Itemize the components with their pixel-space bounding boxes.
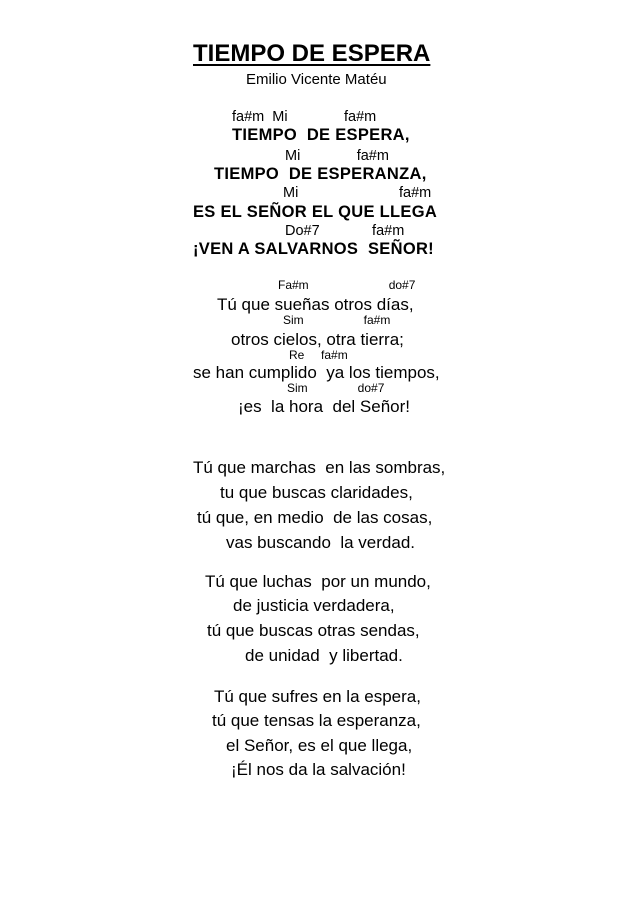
song-title: TIEMPO DE ESPERA	[193, 40, 431, 67]
verse-1-line-3: se han cumplido ya los tiempos,	[193, 363, 440, 382]
chorus-line-3: ES EL SEÑOR EL QUE LLEGA	[193, 203, 438, 221]
verse-2-line-3: tú que, en medio de las cosas,	[197, 508, 433, 527]
verse-3-line-3: tú que buscas otras sendas,	[207, 621, 420, 640]
chorus-chords-1: fa#m Mi fa#m	[232, 109, 377, 125]
chorus-line-2: TIEMPO DE ESPERANZA,	[214, 165, 427, 183]
chorus-chords-3: Mi fa#m	[283, 185, 432, 201]
verse-1-chords-3: Re fa#m	[289, 348, 348, 362]
verse-1-chords-2: Sim fa#m	[283, 313, 391, 327]
verse-2-line-2: tu que buscas claridades,	[220, 483, 413, 502]
verse-2-line-1: Tú que marchas en las sombras,	[193, 458, 446, 477]
verse-4-line-1: Tú que sufres en la espera,	[214, 687, 421, 706]
chorus-line-1: TIEMPO DE ESPERA,	[232, 126, 410, 144]
verse-3-line-4: de unidad y libertad.	[245, 646, 403, 665]
verse-4-line-2: tú que tensas la esperanza,	[212, 711, 421, 730]
verse-2-line-4: vas buscando la verdad.	[226, 533, 416, 552]
chorus-chords-4: Do#7 fa#m	[285, 223, 405, 239]
song-author: Emilio Vicente Matéu	[246, 71, 387, 88]
verse-4-line-4: ¡Él nos da la salvación!	[231, 760, 406, 779]
verse-3-line-1: Tú que luchas por un mundo,	[205, 572, 431, 591]
verse-3-line-2: de justicia verdadera,	[233, 596, 395, 615]
chorus-line-4: ¡VEN A SALVARNOS SEÑOR!	[193, 240, 434, 258]
verse-1-line-1: Tú que sueñas otros días,	[217, 295, 414, 314]
verse-1-chords-4: Sim do#7	[287, 381, 385, 395]
chorus-chords-2: Mi fa#m	[285, 148, 389, 164]
verse-4-line-3: el Señor, es el que llega,	[226, 736, 413, 755]
verse-1-line-4: ¡es la hora del Señor!	[238, 397, 410, 416]
verse-1-line-2: otros cielos, otra tierra;	[231, 330, 404, 349]
verse-1-chords-1: Fa#m do#7	[278, 278, 416, 292]
